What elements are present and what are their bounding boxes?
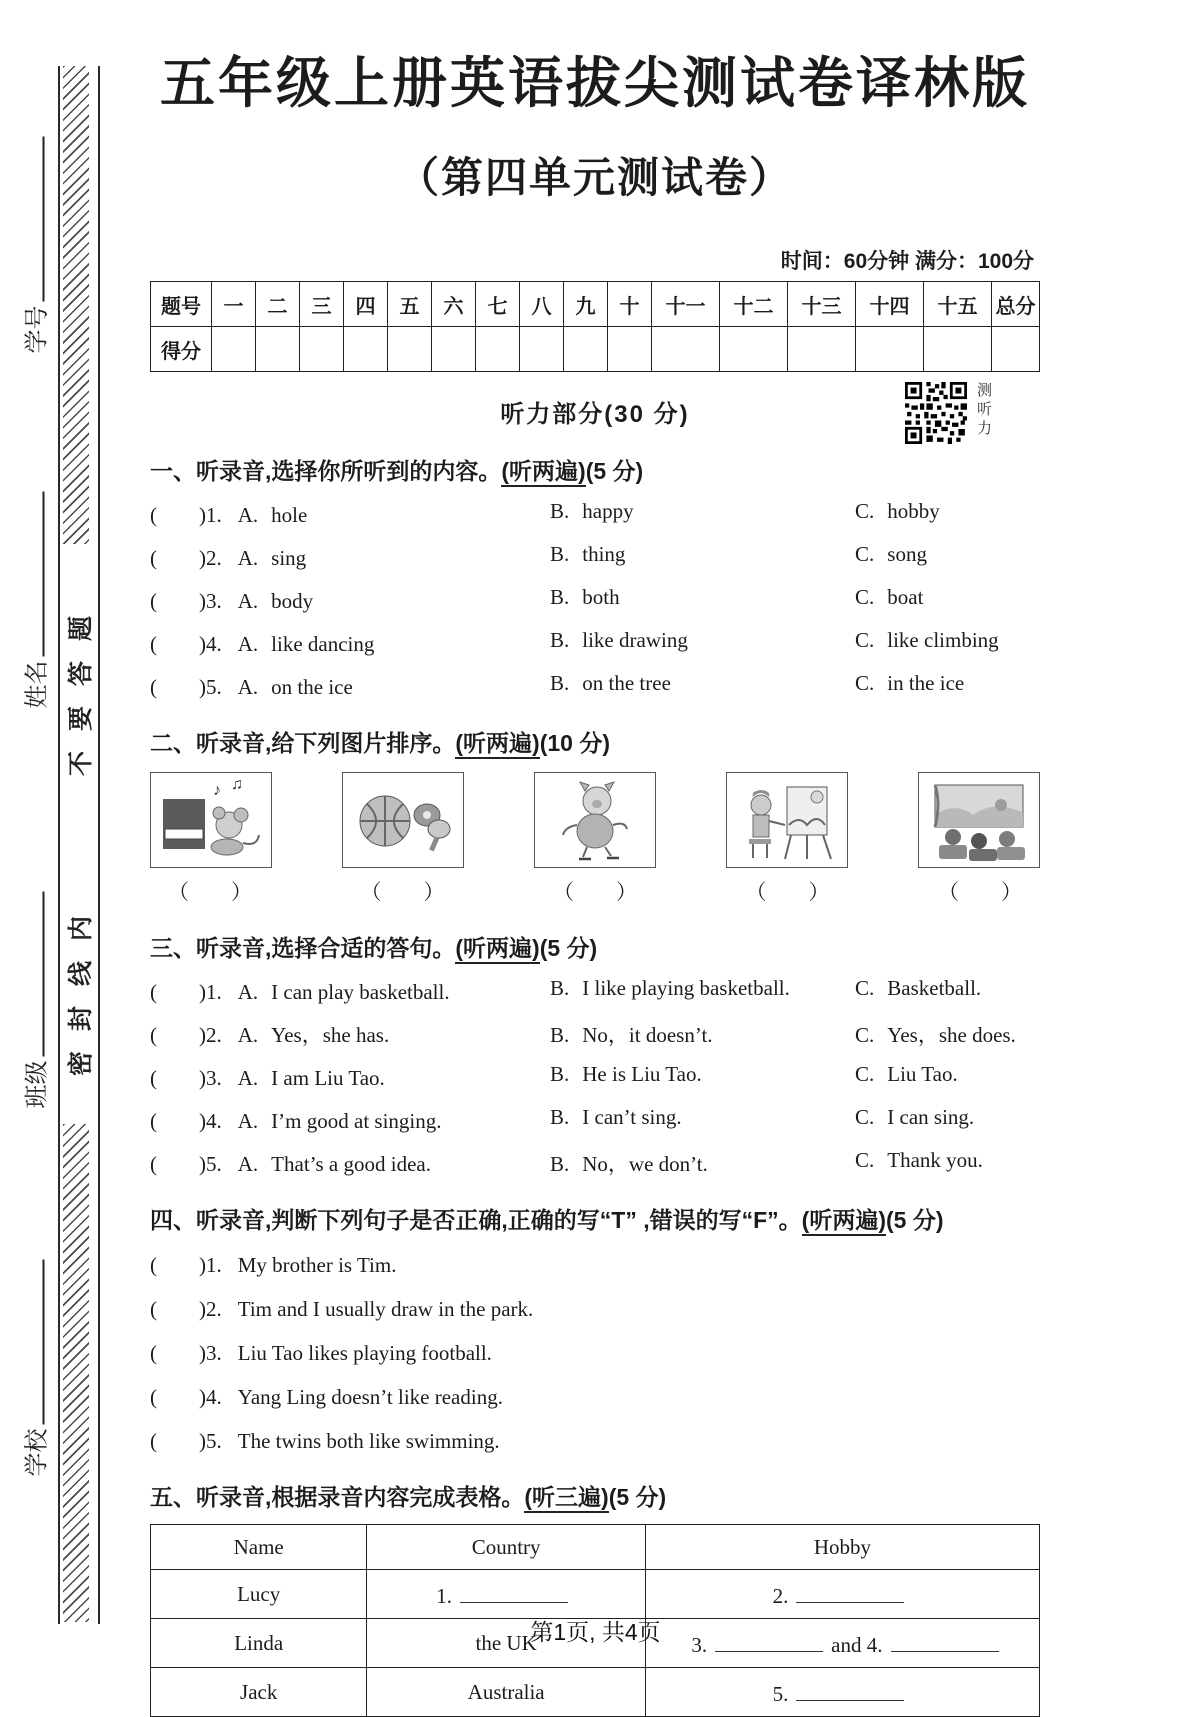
score-col: 二	[256, 282, 300, 327]
name-cell: Jack	[151, 1668, 367, 1717]
section-points: (5 分)	[539, 935, 598, 962]
option-letter: B.	[550, 542, 570, 567]
points-cell	[520, 327, 564, 372]
fill-table-row	[151, 1570, 1040, 1619]
col-header-name: Name	[151, 1525, 367, 1570]
answer-paren: ( )4.	[150, 632, 222, 657]
points-cell	[388, 327, 432, 372]
picture-boy-painting	[726, 772, 848, 868]
fill-blank	[796, 1580, 904, 1603]
section5-heading	[150, 1479, 1040, 1512]
option-letter: A.	[237, 1109, 259, 1134]
student-id-field	[17, 137, 52, 354]
score-col: 八	[520, 282, 564, 327]
points-cell	[564, 327, 608, 372]
option-letter: A.	[237, 1066, 259, 1091]
answer-paren: ( )5.	[150, 1429, 222, 1454]
score-col: 十五	[924, 282, 992, 327]
blank-number: 3.	[691, 1632, 708, 1657]
points-cell	[788, 327, 856, 372]
option-text: No，we don’t.	[582, 1152, 708, 1177]
option-letter: C.	[855, 1023, 875, 1048]
answer-paren: ( )5.	[150, 675, 222, 700]
hatch-marks-bottom	[63, 1124, 89, 1622]
hobby-cell	[645, 1668, 1039, 1717]
student-id-blank-line	[38, 137, 45, 302]
score-table-points-row	[151, 327, 1040, 372]
score-col: 一	[212, 282, 256, 327]
option-text: both	[582, 585, 620, 610]
picture-answer-paren: （ ）	[360, 880, 445, 905]
points-cell	[856, 327, 924, 372]
time-and-score-info: 时间：60分钟 满分：100分	[780, 250, 1034, 274]
answer-paren: ( )1.	[150, 503, 222, 528]
country-cell: Australia	[367, 1668, 646, 1717]
section-number: 四、	[150, 1207, 196, 1234]
hobby-cell	[645, 1570, 1039, 1619]
option-letter: B.	[550, 1152, 570, 1177]
answer-paren: ( )2.	[150, 546, 222, 571]
s1-question-row	[150, 542, 1040, 572]
listen-times-note: (听两遍)	[455, 935, 539, 964]
name-field	[17, 492, 52, 709]
points-cell	[256, 327, 300, 372]
option-letter: A.	[237, 546, 259, 571]
s3-question-row	[150, 1148, 1040, 1178]
points-cell	[924, 327, 992, 372]
blank-number: 5.	[772, 1681, 789, 1706]
name-label: 姓名	[23, 660, 51, 709]
section-points: (5 分)	[585, 458, 644, 485]
fill-table-header-row	[151, 1525, 1040, 1570]
section-number: 二、	[150, 730, 196, 757]
school-blank-line	[38, 1260, 45, 1425]
picture-mouse-playing-piano	[150, 772, 272, 868]
s3-question-row	[150, 976, 1040, 1006]
option-letter: C.	[855, 976, 875, 1001]
mouse-piano-illustration	[155, 777, 267, 863]
answer-paren: ( )2.	[150, 1297, 222, 1322]
points-cell	[432, 327, 476, 372]
s1-question-row	[150, 628, 1040, 658]
country-cell: the UK	[367, 1619, 646, 1668]
fill-blank	[460, 1580, 568, 1603]
score-table-header-row	[151, 282, 1040, 327]
picture-pig-skating	[534, 772, 656, 868]
section-points: (10 分)	[539, 730, 611, 757]
option-text: like climbing	[887, 628, 999, 653]
s1-question-row	[150, 499, 1040, 529]
option-letter: A.	[237, 589, 259, 614]
score-col: 三	[300, 282, 344, 327]
score-col: 五	[388, 282, 432, 327]
points-cell	[212, 327, 256, 372]
s1-question-row	[150, 585, 1040, 615]
answer-paren: ( )4.	[150, 1109, 222, 1134]
score-col-header: 题号	[151, 282, 212, 327]
blank-number: 2.	[772, 1583, 789, 1608]
s4-statement-row	[150, 1381, 1040, 1411]
answer-paren: ( )3.	[150, 1066, 222, 1091]
listen-times-note: (听三遍)	[524, 1484, 608, 1513]
option-text: Yes，she does.	[887, 1023, 1016, 1048]
points-cell	[992, 327, 1040, 372]
answer-paren: ( )3.	[150, 1341, 222, 1366]
option-letter: A.	[237, 632, 259, 657]
option-text: Basketball.	[887, 976, 982, 1001]
s3-question-row	[150, 1019, 1040, 1049]
option-letter: B.	[550, 976, 570, 1001]
statement-text: My brother is Tim.	[237, 1253, 397, 1278]
cinema-illustration	[923, 777, 1035, 863]
section2-heading	[150, 725, 1040, 758]
picture-answer-paren: （ ）	[168, 880, 252, 905]
seal-text-lower: 密封线内	[67, 895, 95, 1077]
picture-watching-movie	[918, 772, 1040, 868]
option-letter: C.	[855, 499, 875, 524]
score-col: 十四	[856, 282, 924, 327]
section3-heading	[150, 930, 1040, 963]
seal-line-column	[58, 66, 100, 1624]
option-letter: A.	[237, 1152, 259, 1177]
picture-answer-paren: （ ）	[938, 880, 1022, 905]
option-text: He is Liu Tao.	[582, 1062, 702, 1087]
option-text: thing	[582, 542, 626, 567]
option-letter: B.	[550, 1062, 570, 1087]
option-text: I can’t sing.	[582, 1105, 682, 1130]
listening-part-title: 听力部分(30 分)	[500, 401, 690, 429]
exam-page	[150, 0, 1040, 1717]
score-col: 十	[608, 282, 652, 327]
answer-paren: ( )3.	[150, 589, 222, 614]
name-blank-line	[38, 492, 45, 657]
qr-code-icon	[905, 382, 967, 444]
option-letter: B.	[550, 1105, 570, 1130]
option-text: on the ice	[271, 675, 353, 700]
option-text: I can play basketball.	[271, 980, 450, 1005]
qr-caption: 测听力	[975, 382, 992, 439]
option-text: in the ice	[887, 671, 965, 696]
answer-paren: ( )1.	[150, 980, 222, 1005]
s3-question-row	[150, 1062, 1040, 1092]
option-text: on the tree	[582, 671, 671, 696]
points-cell	[608, 327, 652, 372]
blank-number: 1.	[436, 1583, 453, 1608]
basketball-illustration	[347, 777, 459, 863]
student-id-label: 学号	[23, 305, 51, 354]
svg-text:♪: ♪	[213, 782, 221, 800]
score-col: 十二	[720, 282, 788, 327]
option-letter: C.	[855, 1105, 875, 1130]
points-cell	[344, 327, 388, 372]
seal-text-upper: 不要答题	[67, 595, 95, 777]
option-letter: A.	[237, 1023, 259, 1048]
points-cell	[476, 327, 520, 372]
score-col: 六	[432, 282, 476, 327]
section-instruction: 听录音,根据录音内容完成表格。	[196, 1484, 525, 1511]
option-text: I can sing.	[887, 1105, 975, 1130]
name-cell: Lucy	[151, 1570, 367, 1619]
points-row-header: 得分	[151, 327, 212, 372]
option-letter: B.	[550, 628, 570, 653]
option-letter: B.	[550, 585, 570, 610]
class-label: 班级	[23, 1060, 51, 1109]
option-text: hole	[271, 503, 308, 528]
s4-statement-row	[150, 1249, 1040, 1279]
option-text: hobby	[887, 499, 940, 524]
option-letter: B.	[550, 671, 570, 696]
option-text: I am Liu Tao.	[271, 1066, 385, 1091]
score-col-total: 总分	[992, 282, 1040, 327]
section-instruction: 听录音,选择合适的答句。	[196, 935, 456, 962]
picture-answer-paren: （ ）	[745, 880, 830, 905]
option-letter: C.	[855, 542, 875, 567]
class-blank-line	[38, 892, 45, 1057]
option-text: happy	[582, 499, 634, 524]
option-letter: C.	[855, 671, 875, 696]
s4-statement-row	[150, 1337, 1040, 1367]
option-text: body	[271, 589, 314, 614]
score-col: 七	[476, 282, 520, 327]
option-text: sing	[271, 546, 307, 571]
option-text: I’m good at singing.	[271, 1109, 442, 1134]
listening-audio-qr	[905, 382, 1015, 452]
page-title: 五年级上册英语拔尖测试卷译林版	[159, 52, 1030, 114]
option-letter: B.	[550, 1023, 570, 1048]
section1-heading	[150, 453, 1040, 486]
section-points: (5 分)	[608, 1484, 667, 1511]
option-text: That’s a good idea.	[271, 1152, 431, 1177]
option-text: Yes，she has.	[271, 1023, 390, 1048]
option-text: No，it doesn’t.	[582, 1023, 713, 1048]
option-text: Liu Tao.	[887, 1062, 958, 1087]
score-col: 十一	[652, 282, 720, 327]
fill-blank	[796, 1678, 904, 1701]
section-points: (5 分)	[886, 1207, 944, 1234]
option-letter: C.	[855, 1062, 875, 1087]
option-text: like drawing	[582, 628, 688, 653]
option-letter: C.	[855, 628, 875, 653]
option-text: Thank you.	[887, 1148, 983, 1173]
listen-times-note: (听两遍)	[802, 1207, 886, 1236]
fill-table-row	[151, 1668, 1040, 1717]
statement-text: The twins both like swimming.	[237, 1429, 500, 1454]
option-letter: C.	[855, 1148, 875, 1173]
s4-statement-row	[150, 1293, 1040, 1323]
answer-paren: ( )4.	[150, 1385, 222, 1410]
col-header-country: Country	[367, 1525, 646, 1570]
statement-text: Tim and I usually draw in the park.	[237, 1297, 534, 1322]
skating-pig-illustration	[539, 777, 651, 863]
section4-heading	[150, 1202, 1040, 1235]
blank-number: and 4.	[831, 1632, 883, 1657]
statement-text: Yang Ling doesn’t like reading.	[237, 1385, 503, 1410]
option-letter: C.	[855, 585, 875, 610]
points-cell	[720, 327, 788, 372]
picture-answer-parens-row	[150, 876, 1040, 906]
option-text: song	[887, 542, 927, 567]
score-col: 九	[564, 282, 608, 327]
section-number: 五、	[150, 1484, 196, 1511]
section-instruction: 听录音,给下列图片排序。	[196, 730, 456, 757]
answer-paren: ( )2.	[150, 1023, 222, 1048]
hatch-marks-top	[63, 66, 89, 544]
listen-times-note: (听两遍)	[501, 458, 585, 487]
boy-painting-illustration	[731, 777, 843, 863]
svg-text:♫: ♫	[231, 777, 243, 794]
points-cell	[300, 327, 344, 372]
option-letter: A.	[237, 675, 259, 700]
listen-times-note: (听两遍)	[455, 730, 539, 759]
page-subtitle: （第四单元测试卷）	[396, 154, 793, 202]
class-field	[17, 892, 52, 1109]
picture-basketball-and-table-tennis	[342, 772, 464, 868]
country-cell	[367, 1570, 646, 1619]
s1-question-row	[150, 671, 1040, 701]
section-instruction: 听录音,判断下列句子是否正确,正确的写“T” ,错误的写“F”。	[196, 1207, 802, 1234]
statement-text: Liu Tao likes playing football.	[237, 1341, 492, 1366]
col-header-hobby: Hobby	[645, 1525, 1039, 1570]
answer-paren: ( )1.	[150, 1253, 222, 1278]
points-cell	[652, 327, 720, 372]
section-number: 三、	[150, 935, 196, 962]
s3-question-row	[150, 1105, 1040, 1135]
option-letter: A.	[237, 503, 259, 528]
option-text: like dancing	[271, 632, 375, 657]
school-field	[17, 1260, 52, 1477]
page-number: 第1页, 共4页	[530, 1619, 661, 1645]
school-label: 学校	[23, 1428, 51, 1477]
section-instruction: 听录音,选择你所听到的内容。	[196, 458, 502, 485]
score-col: 十三	[788, 282, 856, 327]
seal-margin-sidebar	[0, 0, 148, 1684]
s4-statement-row	[150, 1425, 1040, 1455]
score-table	[150, 281, 1040, 372]
answer-paren: ( )5.	[150, 1152, 222, 1177]
picture-answer-paren: （ ）	[553, 880, 637, 905]
picture-sequence-row	[150, 772, 1040, 868]
option-text: I like playing basketball.	[582, 976, 790, 1001]
section-number: 一、	[150, 458, 196, 485]
option-text: boat	[887, 585, 924, 610]
option-letter: A.	[237, 980, 259, 1005]
score-col: 四	[344, 282, 388, 327]
name-cell: Linda	[151, 1619, 367, 1668]
option-letter: B.	[550, 499, 570, 524]
